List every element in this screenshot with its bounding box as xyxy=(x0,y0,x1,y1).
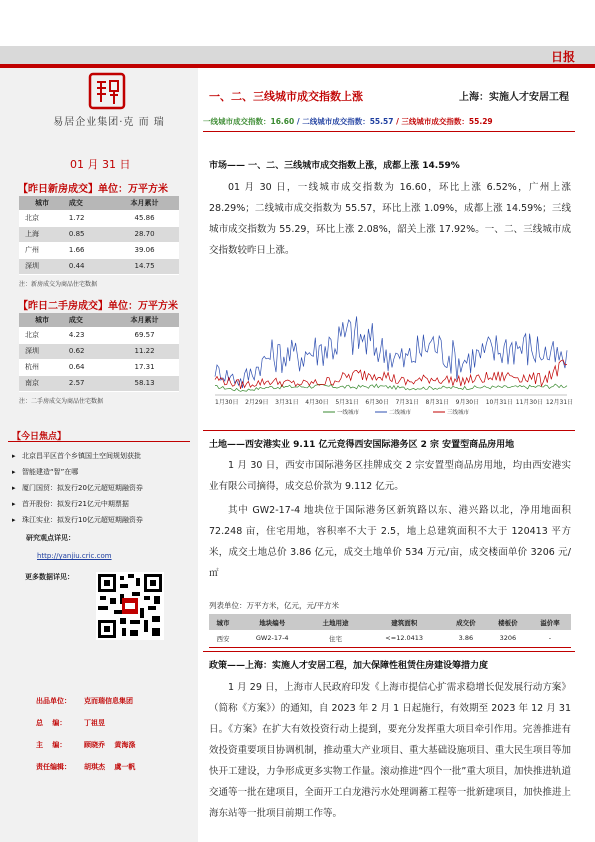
column-header: 本月累计 xyxy=(110,313,179,327)
column-header: 建筑面积 xyxy=(363,614,444,630)
table-cell: 69.57 xyxy=(110,327,179,343)
header-bar xyxy=(0,46,595,66)
x-tick-label: 12月31日 xyxy=(545,399,574,406)
series-line-0 xyxy=(215,384,567,391)
table-row xyxy=(19,210,179,226)
new-house-title: 【昨日新房成交】单位：万平方米 xyxy=(18,184,168,195)
table-cell: 58.13 xyxy=(110,375,179,391)
index-summary xyxy=(203,116,493,127)
credits xyxy=(36,690,135,778)
table-cell: 4.23 xyxy=(65,327,110,343)
table-cell: 上海 xyxy=(19,226,65,242)
table-cell: 0.62 xyxy=(65,343,110,359)
x-tick-label: 7月31日 xyxy=(395,399,419,406)
second-house-title: 【昨日二手房成交】单位：万平方米 xyxy=(18,301,178,312)
arrow-icon: ▸ xyxy=(12,452,16,460)
table-row xyxy=(19,258,179,274)
x-tick-label: 8月31日 xyxy=(425,399,450,406)
seal-logo-icon xyxy=(88,72,126,110)
table-row xyxy=(19,226,179,242)
more-data-label: 更多数据详见： xyxy=(25,573,74,581)
x-tick-label: 9月30日 xyxy=(455,399,480,406)
x-tick-label: 2月29日 xyxy=(245,399,269,406)
credit-line xyxy=(36,756,135,778)
focus-item-text: 珠江实业：拟发行10亿元超短期融资券 xyxy=(22,516,143,524)
column-header: 楼板价 xyxy=(487,614,529,630)
table-cell: 杭州 xyxy=(19,359,65,375)
credit-label: 总 编： xyxy=(36,719,67,727)
table-cell: 28.70 xyxy=(110,226,179,242)
table-cell: 住宅 xyxy=(307,630,363,647)
second-house-note: 注：二手房成交为商品住宅数据 xyxy=(19,398,104,405)
table-row xyxy=(19,242,179,258)
arrow-icon: ▸ xyxy=(12,500,16,508)
main-right-title: 上海：实施人才安居工程 xyxy=(459,92,569,103)
main-title: 一、二、三线城市成交指数上涨 xyxy=(209,90,363,103)
column-header: 地块编号 xyxy=(237,614,307,630)
report-date: 01 月 31 日 xyxy=(70,158,131,171)
table-cell: 西安 xyxy=(209,630,237,647)
table-cell: 1.72 xyxy=(65,210,110,226)
credit-line xyxy=(36,734,135,756)
focus-item[interactable] xyxy=(12,496,197,512)
table-cell: 0.85 xyxy=(65,226,110,242)
x-tick-label: 6月30日 xyxy=(365,399,389,406)
table-cell: 1.66 xyxy=(65,242,110,258)
legend-label: 三线城市 xyxy=(447,410,470,416)
table-row xyxy=(19,343,179,359)
new-house-table xyxy=(19,196,179,275)
table-cell: 17.31 xyxy=(110,359,179,375)
table-cell: 45.86 xyxy=(110,210,179,226)
research-link[interactable]: http://yanjiu.cric.com xyxy=(37,552,112,560)
credit-value: 丁祖昱 xyxy=(84,719,105,727)
focus-item[interactable] xyxy=(12,448,197,464)
arrow-icon: ▸ xyxy=(12,484,16,492)
land-heading: 土地——西安港实业 9.11 亿元竞得西安国际港务区 2 宗 安置型商品房用地 xyxy=(209,440,515,450)
credit-line xyxy=(36,712,135,734)
policy-heading: 政策——上海：实施人才安居工程，加大保障性租赁住房建设筹措力度 xyxy=(209,661,489,671)
credit-value: 顾晓乔 黄海涤 xyxy=(84,741,136,749)
table-cell: 深圳 xyxy=(19,258,65,274)
company-name: 易居企业集团·克 而 瑞 xyxy=(53,117,165,128)
table-cell: 3.86 xyxy=(445,630,487,647)
tier3-index: / 三线城市成交指数：55.29 xyxy=(396,117,493,126)
arrow-icon: ▸ xyxy=(12,516,16,524)
table-cell: 3206 xyxy=(487,630,529,647)
focus-item-text: 厦门国贸：拟发行20亿元超短期融资券 xyxy=(22,484,143,492)
column-header: 城市 xyxy=(19,313,65,327)
section-rule xyxy=(203,651,575,652)
land-text-1: 1 月 30 日，西安市国际港务区挂牌成交 2 宗安置型商品房用地，均由西安港实业有限公司摘得，成交总价款为 9.112 亿元。 xyxy=(209,460,571,492)
land-unit: 列表单位：万平方米，亿元，元/平方米 xyxy=(209,601,340,610)
table-row xyxy=(19,375,179,391)
table-cell: 南京 xyxy=(19,375,65,391)
table-cell: 0.64 xyxy=(65,359,110,375)
x-tick-label: 10月31日 xyxy=(485,399,514,406)
focus-item[interactable] xyxy=(12,464,197,480)
table-cell: 11.22 xyxy=(110,343,179,359)
tier2-index: / 二线城市成交指数：55.57 xyxy=(296,117,394,126)
table-cell: 0.44 xyxy=(65,258,110,274)
x-tick-label: 1月30日 xyxy=(215,399,239,406)
credit-label: 主 编： xyxy=(36,741,67,749)
focus-item[interactable] xyxy=(12,480,197,496)
table-cell: 39.06 xyxy=(110,242,179,258)
table-cell: 深圳 xyxy=(19,343,65,359)
new-house-note: 注：新房成交为商品住宅数据 xyxy=(19,281,98,288)
column-header: 溢价率 xyxy=(529,614,571,630)
table-row xyxy=(209,630,571,647)
column-header: 城市 xyxy=(19,196,65,210)
table-cell: - xyxy=(529,630,571,647)
credit-label: 出品单位： xyxy=(36,697,71,705)
table-cell: 2.57 xyxy=(65,375,110,391)
land-text-2: 其中 GW2-17-4 地块位于国际港务区新筑路以东、港兴路以北，净用地面积 72.248 亩，住宅用地，容积率不大于 2.5，地上总建筑面积不大于 120413 平方米，成交土地总价 3.86 亿元，成交土地单价 534 万元/亩，成交楼面单价 3206 元/㎡ xyxy=(209,505,571,579)
credit-value: 胡琪杰 虞一帆 xyxy=(84,763,136,771)
daily-label: 日报 xyxy=(550,50,575,64)
x-tick-label: 3月31日 xyxy=(275,399,299,406)
index-line-chart xyxy=(205,287,575,427)
table-cell: 北京 xyxy=(19,327,65,343)
column-header: 土地用途 xyxy=(307,614,363,630)
credit-line xyxy=(36,690,135,712)
column-header: 本月累计 xyxy=(110,196,179,210)
column-header: 成交价 xyxy=(445,614,487,630)
x-tick-label: 4月30日 xyxy=(305,399,329,406)
credit-value: 克而瑞信息集团 xyxy=(84,697,133,705)
second-house-table xyxy=(19,313,179,392)
market-heading: 市场—— 一、二、三线城市成交指数上涨，成都上涨 14.59% xyxy=(209,161,460,171)
research-label: 研究观点详见： xyxy=(26,534,75,542)
x-tick-label: 5月31日 xyxy=(335,399,359,406)
table-cell: 广州 xyxy=(19,242,65,258)
focus-item-text: 北京昌平区首个乡镇国土空间规划获批 xyxy=(22,452,141,460)
focus-title: 【今日焦点】 xyxy=(12,432,67,442)
column-header: 城市 xyxy=(209,614,237,630)
policy-text: 1 月 29 日，上海市人民政府印发《上海市提信心扩需求稳增长促发展行动方案》（简称《方案》）的通知，自 2023 年 2 月 1 日起施行，有效期至 2023 年 12 月 31 日。《方案》在扩大有效投资行动上提到，要充分发挥重大项目牵引作用。完善推进有效投资重要项目协调机制，推动重大产业项目、重大基础设施项目、重大民生项目等加快开工建设，力争形成更多实物工作量。滚动推进“四个一批”重大项目，加快推进轨道交通等一批在建项目，全面开工白龙港污水处理调蓄工程等一批新建项目，加快推进上海东站等一批项目前期工作等。 xyxy=(209,682,571,819)
column-header: 成交 xyxy=(65,313,110,327)
table-cell: 14.75 xyxy=(110,258,179,274)
table-row xyxy=(19,359,179,375)
focus-item-text: 智能建造“智”在哪 xyxy=(22,468,79,476)
arrow-icon: ▸ xyxy=(12,468,16,476)
table-cell: GW2-17-4 xyxy=(237,630,307,647)
legend-label: 二线城市 xyxy=(389,410,412,416)
section-rule xyxy=(203,430,575,431)
index-rule xyxy=(203,131,575,132)
table-row xyxy=(19,327,179,343)
column-header: 成交 xyxy=(65,196,110,210)
focus-list xyxy=(12,448,197,528)
credit-label: 责任编辑： xyxy=(36,763,71,771)
focus-item[interactable] xyxy=(12,512,197,528)
land-table xyxy=(209,614,571,648)
x-tick-label: 11月30日 xyxy=(515,399,544,406)
qr-code-icon[interactable] xyxy=(96,572,164,640)
legend-label: 一线城市 xyxy=(337,410,360,416)
tier1-index: 一线城市成交指数：16.60 xyxy=(203,117,295,126)
table-cell: 北京 xyxy=(19,210,65,226)
table-cell: <=12.0413 xyxy=(363,630,444,647)
focus-item-text: 首开股份：拟发行21亿元中期票据 xyxy=(22,500,129,508)
market-text: 01 月 30 日，一线城市成交指数为 16.60，环比上涨 6.52%，广州上涨 28.29%；二线城市成交指数为 55.57，环比上涨 1.09%，成都上涨 14.59%；三线城市成交指数为 55.29，环比上涨 2.08%，韶关上涨 17.92%。一、二、三线城市成交指数较昨日上涨。 xyxy=(209,182,571,256)
